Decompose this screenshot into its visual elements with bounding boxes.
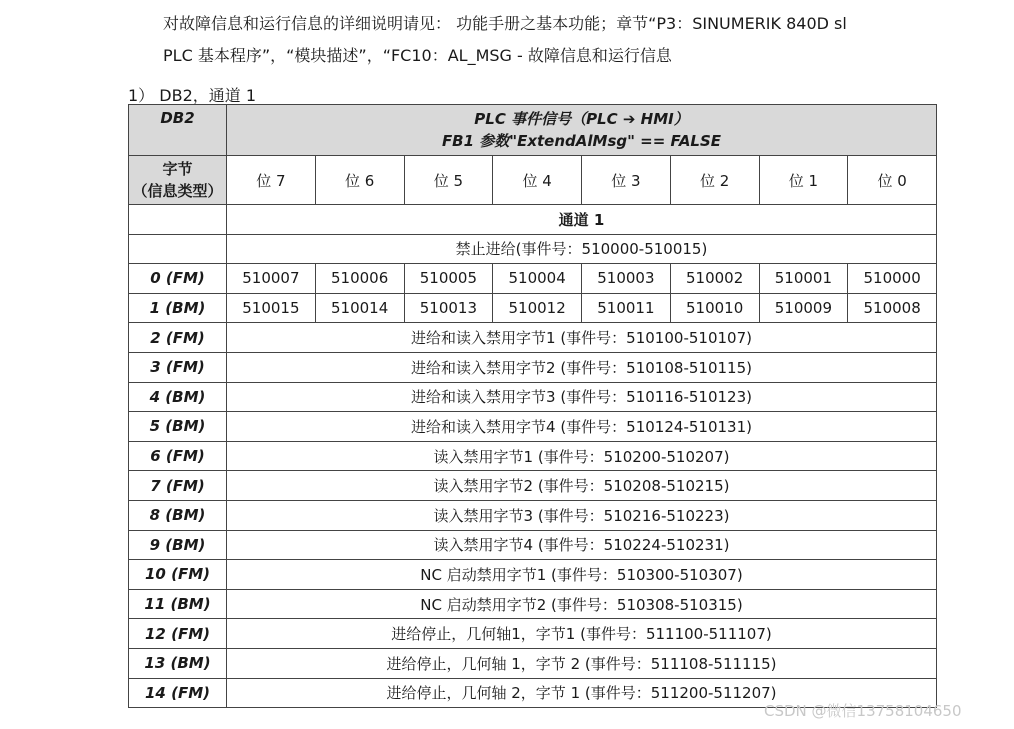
signal-description: NC 启动禁用字节1 (事件号：510300-510307) (227, 560, 937, 590)
signal-description: 读入禁用字节4 (事件号：510224-510231) (227, 530, 937, 560)
bit-header-7: 位 7 (227, 156, 316, 205)
header-row-title (129, 105, 937, 156)
channel-row (129, 205, 937, 235)
byte-label: 11 (BM) (129, 589, 227, 619)
event-number-cell: 510012 (493, 293, 582, 323)
intro-line-1: 对故障信息和运行信息的详细说明请见： 功能手册之基本功能；章节“P3：SINUMERIK 840D sl (163, 14, 847, 33)
bit-header-6: 位 6 (315, 156, 404, 205)
channel-label: 通道 1 (227, 205, 937, 235)
byte-label: 2 (FM) (129, 323, 227, 353)
signal-description: 进给和读入禁用字节2 (事件号：510108-510115) (227, 352, 937, 382)
section-title: 1） DB2，通道 1 (128, 86, 257, 105)
event-number-cell: 510008 (848, 293, 937, 323)
signal-description: 进给停止，几何轴 2，字节 1 (事件号：511200-511207) (227, 678, 937, 708)
byte-label: 10 (FM) (129, 560, 227, 590)
empty-cell (129, 234, 227, 264)
byte-label: 7 (FM) (129, 471, 227, 501)
byte-label: 5 (BM) (129, 412, 227, 442)
bit-header-1: 位 1 (759, 156, 848, 205)
event-number-cell: 510002 (670, 264, 759, 294)
byte-label: 6 (FM) (129, 441, 227, 471)
table-title (227, 105, 937, 156)
intro-line-2: PLC 基本程序”，“模块描述”，“FC10：AL_MSG - 故障信息和运行信息 (163, 46, 672, 65)
bit-header-0: 位 0 (848, 156, 937, 205)
signal-description: 读入禁用字节1 (事件号：510200-510207) (227, 441, 937, 471)
byte-type-header (129, 156, 227, 205)
watermark: CSDN @微信13758104650 (764, 702, 962, 720)
signal-description: 进给停止，几何轴1，字节1 (事件号：511100-511107) (227, 619, 937, 649)
table-row (129, 589, 937, 619)
byte-label: 12 (FM) (129, 619, 227, 649)
db2-table (128, 104, 937, 708)
byte-header-line-1: 字节 (162, 160, 193, 178)
empty-cell (129, 205, 227, 235)
table-row (129, 441, 937, 471)
table-row (129, 412, 937, 442)
signal-description: NC 启动禁用字节2 (事件号：510308-510315) (227, 589, 937, 619)
event-number-cell: 510014 (315, 293, 404, 323)
intro-text (163, 8, 963, 72)
signal-description: 读入禁用字节3 (事件号：510216-510223) (227, 500, 937, 530)
event-number-cell: 510001 (759, 264, 848, 294)
byte-label: 1 (BM) (129, 293, 227, 323)
header-row-bits (129, 156, 937, 205)
event-number-cell: 510005 (404, 264, 493, 294)
table-row (129, 560, 937, 590)
bit-header-4: 位 4 (493, 156, 582, 205)
byte-label: 4 (BM) (129, 382, 227, 412)
bit-header-5: 位 5 (404, 156, 493, 205)
event-number-cell: 510015 (227, 293, 316, 323)
byte-label: 8 (BM) (129, 500, 227, 530)
table-row (129, 619, 937, 649)
db2-label: DB2 (129, 105, 227, 156)
table-title-line-2: FB1 参数"ExtendAlMsg" == FALSE (441, 132, 722, 150)
byte-label: 9 (BM) (129, 530, 227, 560)
signal-description: 读入禁用字节2 (事件号：510208-510215) (227, 471, 937, 501)
table-row (129, 530, 937, 560)
event-number-cell: 510004 (493, 264, 582, 294)
table-title-line-1: PLC 事件信号（PLC ➔ HMI） (474, 110, 689, 128)
byte-label: 0 (FM) (129, 264, 227, 294)
byte-label: 14 (FM) (129, 678, 227, 708)
bit-header-3: 位 3 (582, 156, 671, 205)
table-row (129, 648, 937, 678)
signal-description: 进给和读入禁用字节4 (事件号：510124-510131) (227, 412, 937, 442)
byte-header-line-2: （信息类型） (132, 182, 223, 200)
feed-stop-row (129, 234, 937, 264)
event-number-cell: 510006 (315, 264, 404, 294)
event-number-cell: 510010 (670, 293, 759, 323)
event-number-cell: 510007 (227, 264, 316, 294)
event-number-cell: 510011 (582, 293, 671, 323)
bit-header-2: 位 2 (670, 156, 759, 205)
table-row (129, 264, 937, 294)
signal-description: 进给停止，几何轴 1，字节 2 (事件号：511108-511115) (227, 648, 937, 678)
signal-description: 进给和读入禁用字节1 (事件号：510100-510107) (227, 323, 937, 353)
feed-stop-label: 禁止进给(事件号：510000-510015) (227, 234, 937, 264)
table-row (129, 293, 937, 323)
table-row (129, 471, 937, 501)
table-row (129, 352, 937, 382)
event-number-cell: 510009 (759, 293, 848, 323)
signal-description: 进给和读入禁用字节3 (事件号：510116-510123) (227, 382, 937, 412)
event-number-cell: 510003 (582, 264, 671, 294)
byte-label: 13 (BM) (129, 648, 227, 678)
event-number-cell: 510000 (848, 264, 937, 294)
table-row (129, 500, 937, 530)
event-number-cell: 510013 (404, 293, 493, 323)
table-row (129, 323, 937, 353)
table-row (129, 382, 937, 412)
byte-label: 3 (FM) (129, 352, 227, 382)
